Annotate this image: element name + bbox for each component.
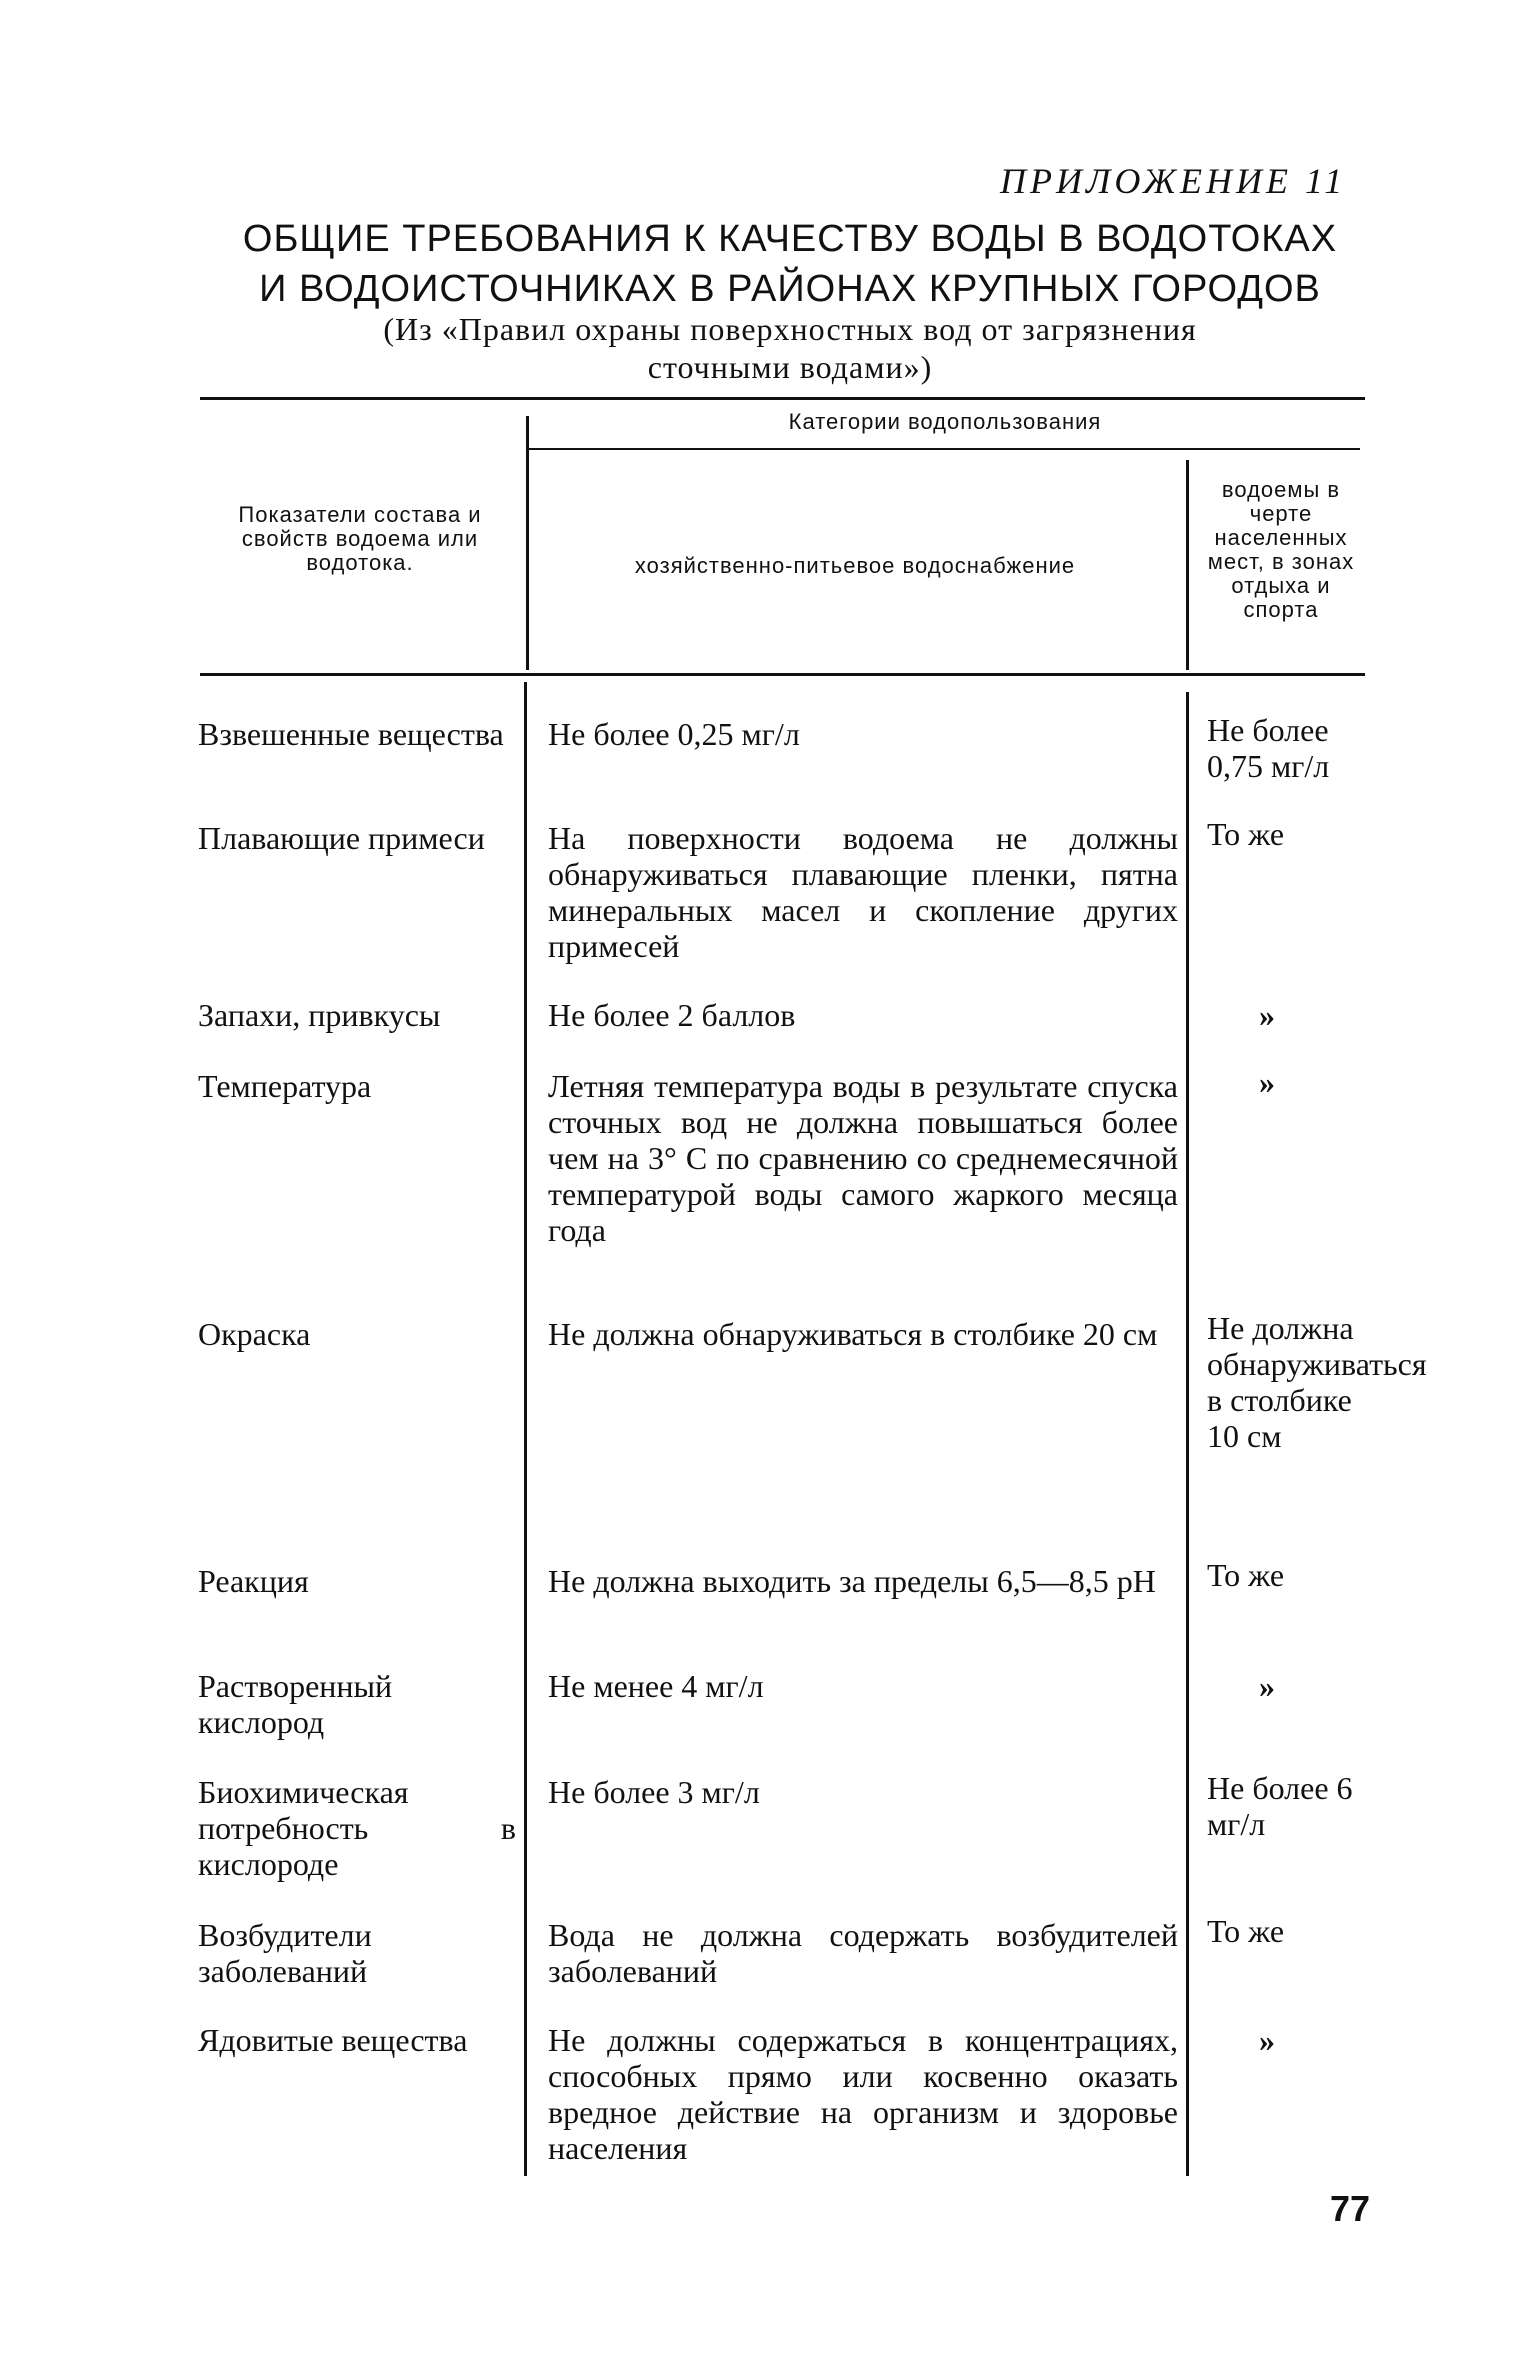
row-col1: На поверхности водоема не должны обнаруживаться плавающие пленки, пятна минеральных масел и скопление других примесей — [548, 820, 1178, 964]
subtitle-line-1: (Из «Правил охраны поверхностных вод от загрязнения — [383, 311, 1197, 347]
header-categories: Категории водопользования — [788, 409, 1102, 434]
header-bottom-rule — [200, 673, 1365, 676]
body-divider-left — [524, 682, 527, 2176]
row-col1: Вода не должна содержать возбудителей заболеваний — [548, 1917, 1178, 1989]
categories-underline — [528, 448, 1360, 450]
row-col1: Не должна обнаруживаться в столбике 20 см — [548, 1316, 1158, 1352]
row-col1: Не более 0,25 мг/л — [548, 716, 800, 752]
row-indicator: Реакция — [198, 1563, 309, 1599]
ditto-mark: » — [1259, 1064, 1275, 1100]
ditto-mark: » — [1259, 1668, 1275, 1704]
appendix-label: ПРИЛОЖЕНИЕ 11 — [1000, 161, 1347, 201]
row-indicator: Биохимическая потребность в кислороде — [198, 1774, 516, 1882]
row-col1: Не должна выходить за пределы 6,5—8,5 рН — [548, 1563, 1156, 1599]
row-indicator: Ядовитые вещества — [198, 2022, 468, 2058]
header-divider-left — [526, 416, 529, 670]
body-divider-right — [1186, 692, 1189, 2176]
page-number: 77 — [1330, 2188, 1371, 2229]
ditto-mark: » — [1259, 997, 1275, 1033]
page-subtitle — [280, 310, 1300, 386]
header-divider-right — [1186, 460, 1189, 670]
row-indicator: Растворенный кислород — [198, 1668, 393, 1740]
row-col2: Не должна обнаруживаться в столбике 10 см — [1207, 1310, 1427, 1454]
row-col2: То же — [1207, 1557, 1285, 1593]
row-col1: Не менее 4 мг/л — [548, 1668, 764, 1704]
header-indicators: Показатели состава и свойств водоема или водотока. — [238, 502, 482, 575]
table-top-rule — [200, 397, 1365, 400]
header-col2: водоемы в черте населенных мест, в зонах отдыха и спорта — [1207, 477, 1355, 622]
row-indicator: Запахи, привкусы — [198, 997, 441, 1033]
row-indicator: Возбудители заболеваний — [198, 1917, 372, 1989]
row-indicator: Температура — [198, 1068, 372, 1104]
row-col2: То же — [1207, 816, 1285, 852]
row-col1: Летняя температура воды в результате спуска сточных вод не должна повышаться более чем на 3° С по сравнению со среднемесячной температурой воды самого жаркого месяца года — [548, 1068, 1178, 1248]
title-line-1: ОБЩИЕ ТРЕБОВАНИЯ К КАЧЕСТВУ ВОДЫ В ВОДОТОКАХ — [242, 218, 1338, 260]
row-indicator: Плавающие примеси — [198, 820, 485, 856]
row-col1: Не более 3 мг/л — [548, 1774, 760, 1810]
ditto-mark: » — [1259, 2022, 1275, 2058]
row-col1: Не более 2 баллов — [548, 997, 796, 1033]
row-indicator: Взвешенные вещества — [198, 716, 504, 752]
subtitle-line-2: сточными водами») — [647, 349, 933, 385]
row-indicator: Окраска — [198, 1316, 311, 1352]
row-col1: Не должны содержаться в концентрациях, способных прямо или косвенно оказать вредное действие на организм и здоровье населения — [548, 2022, 1178, 2166]
title-line-2: И ВОДОИСТОЧНИКАХ В РАЙОНАХ КРУПНЫХ ГОРОДОВ — [259, 268, 1321, 310]
row-col2: Не более 6 мг/л — [1207, 1770, 1353, 1842]
row-col2: Не более 0,75 мг/л — [1207, 712, 1330, 784]
row-col2: То же — [1207, 1913, 1285, 1949]
header-col1: хозяйственно-питьевое водоснабжение — [634, 553, 1076, 578]
page-title — [200, 214, 1380, 314]
